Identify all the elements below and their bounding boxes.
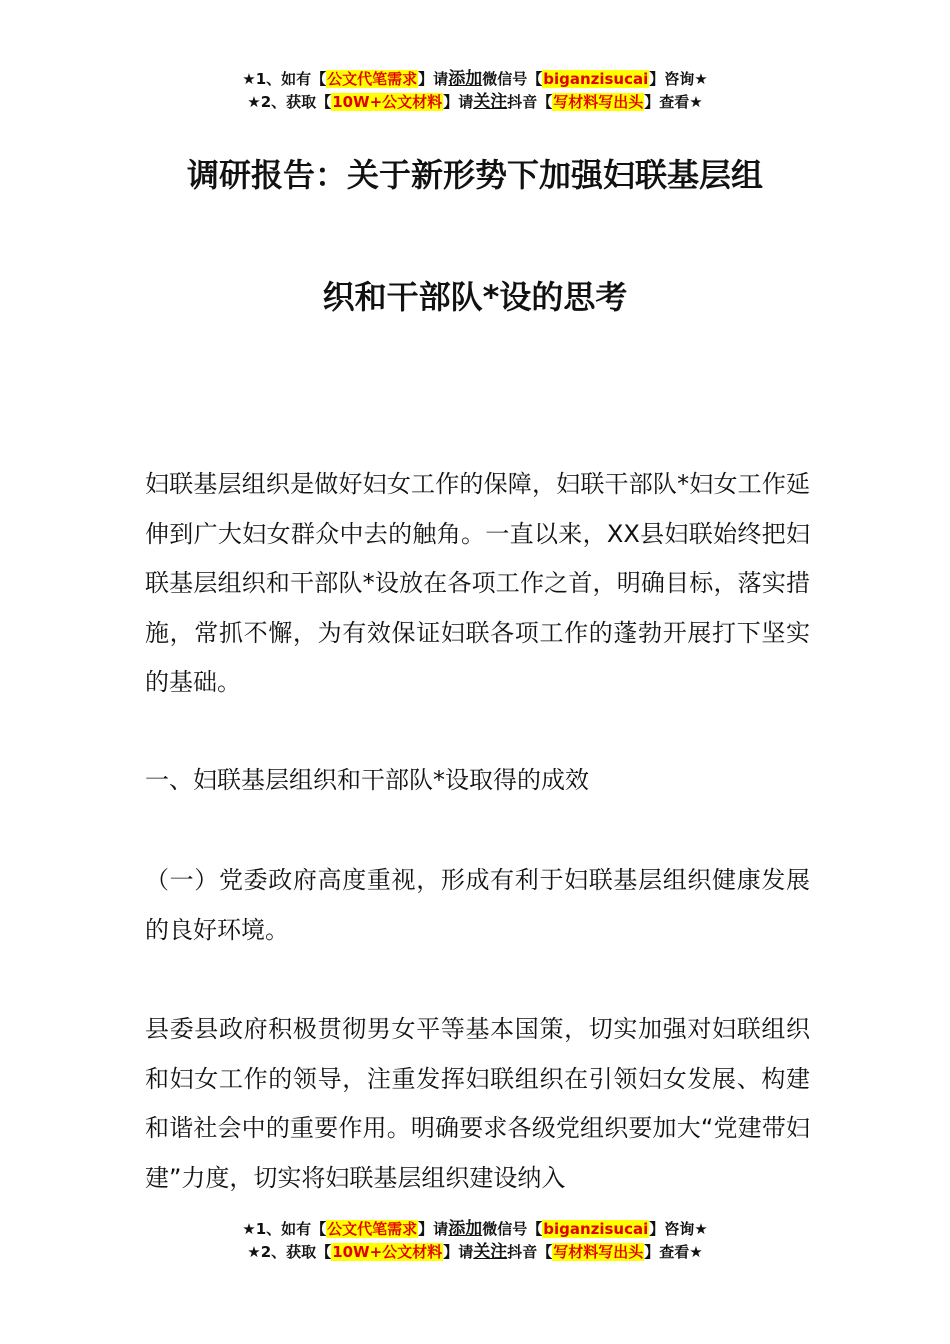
promo-text: ★1、如有【	[242, 1220, 327, 1238]
promo-text: 】请	[443, 93, 474, 111]
promo-text: 微信号【	[482, 1220, 543, 1238]
promo-highlight: 公文代笔需求	[327, 1220, 418, 1238]
promo-line-1	[0, 1218, 950, 1241]
promo-text: 】请	[418, 70, 449, 88]
promo-line-2	[0, 91, 950, 114]
document-title-line-2: 织和干部队*设的思考	[322, 278, 628, 316]
promo-text: ★2、获取【	[247, 93, 332, 111]
promo-highlight: biganzisucai	[543, 1220, 649, 1238]
promo-emphasis: 关注	[473, 1242, 508, 1262]
heading-text: 一、妇联基层组织和干部队*设取得的成效	[145, 766, 589, 794]
subsection-heading-1	[145, 856, 810, 955]
promo-text: 】查看★	[644, 1243, 703, 1261]
promo-text: 】请	[418, 1220, 449, 1238]
section-heading-1	[145, 756, 810, 806]
promo-banner-top	[0, 68, 950, 114]
promo-emphasis: 添加	[448, 1219, 483, 1239]
body-paragraph-1	[145, 460, 810, 708]
promo-banner-bottom	[0, 1218, 950, 1264]
promo-highlight: 写材料写出头	[553, 93, 644, 111]
promo-line-2	[0, 1241, 950, 1264]
heading-text: （一）党委政府高度重视，形成有利于妇联基层组织健康发展的良好环境。	[145, 866, 810, 944]
promo-text: 抖音【	[507, 93, 553, 111]
promo-emphasis: 关注	[473, 92, 508, 112]
promo-text: 抖音【	[507, 1243, 553, 1261]
promo-text: 】咨询★	[649, 1220, 708, 1238]
body-paragraph-2	[145, 1005, 810, 1203]
paragraph-text: 妇联基层组织是做好妇女工作的保障，妇联干部队*妇女工作延伸到广大妇女群众中去的触角。一直以来，XX县妇联始终把妇联基层组织和干部队*设放在各项工作之首，明确目标，落实措施，常抓不懈，为有效保证妇联各项工作的蓬勃开展打下坚实的基础。	[145, 470, 810, 696]
promo-emphasis: 添加	[448, 69, 483, 89]
promo-line-1	[0, 68, 950, 91]
document-title-line-1: 调研报告：关于新形势下加强妇联基层组	[186, 156, 763, 194]
promo-text: 微信号【	[482, 70, 543, 88]
promo-highlight: 公文代笔需求	[327, 70, 418, 88]
promo-highlight: 10W+公文材料	[332, 93, 443, 111]
promo-text: 】查看★	[644, 93, 703, 111]
promo-highlight: 写材料写出头	[553, 1243, 644, 1261]
promo-highlight: 10W+公文材料	[332, 1243, 443, 1261]
promo-text: 】咨询★	[649, 70, 708, 88]
promo-highlight: biganzisucai	[543, 70, 649, 88]
promo-text: 】请	[443, 1243, 474, 1261]
promo-text: ★2、获取【	[247, 1243, 332, 1261]
promo-text: ★1、如有【	[242, 70, 327, 88]
paragraph-text: 县委县政府积极贯彻男女平等基本国策，切实加强对妇联组织和妇女工作的领导，注重发挥妇联组织在引领妇女发展、构建和谐社会中的重要作用。明确要求各级党组织要加大“党建带妇建”力度，切实将妇联基层组织建设纳入	[145, 1015, 810, 1192]
